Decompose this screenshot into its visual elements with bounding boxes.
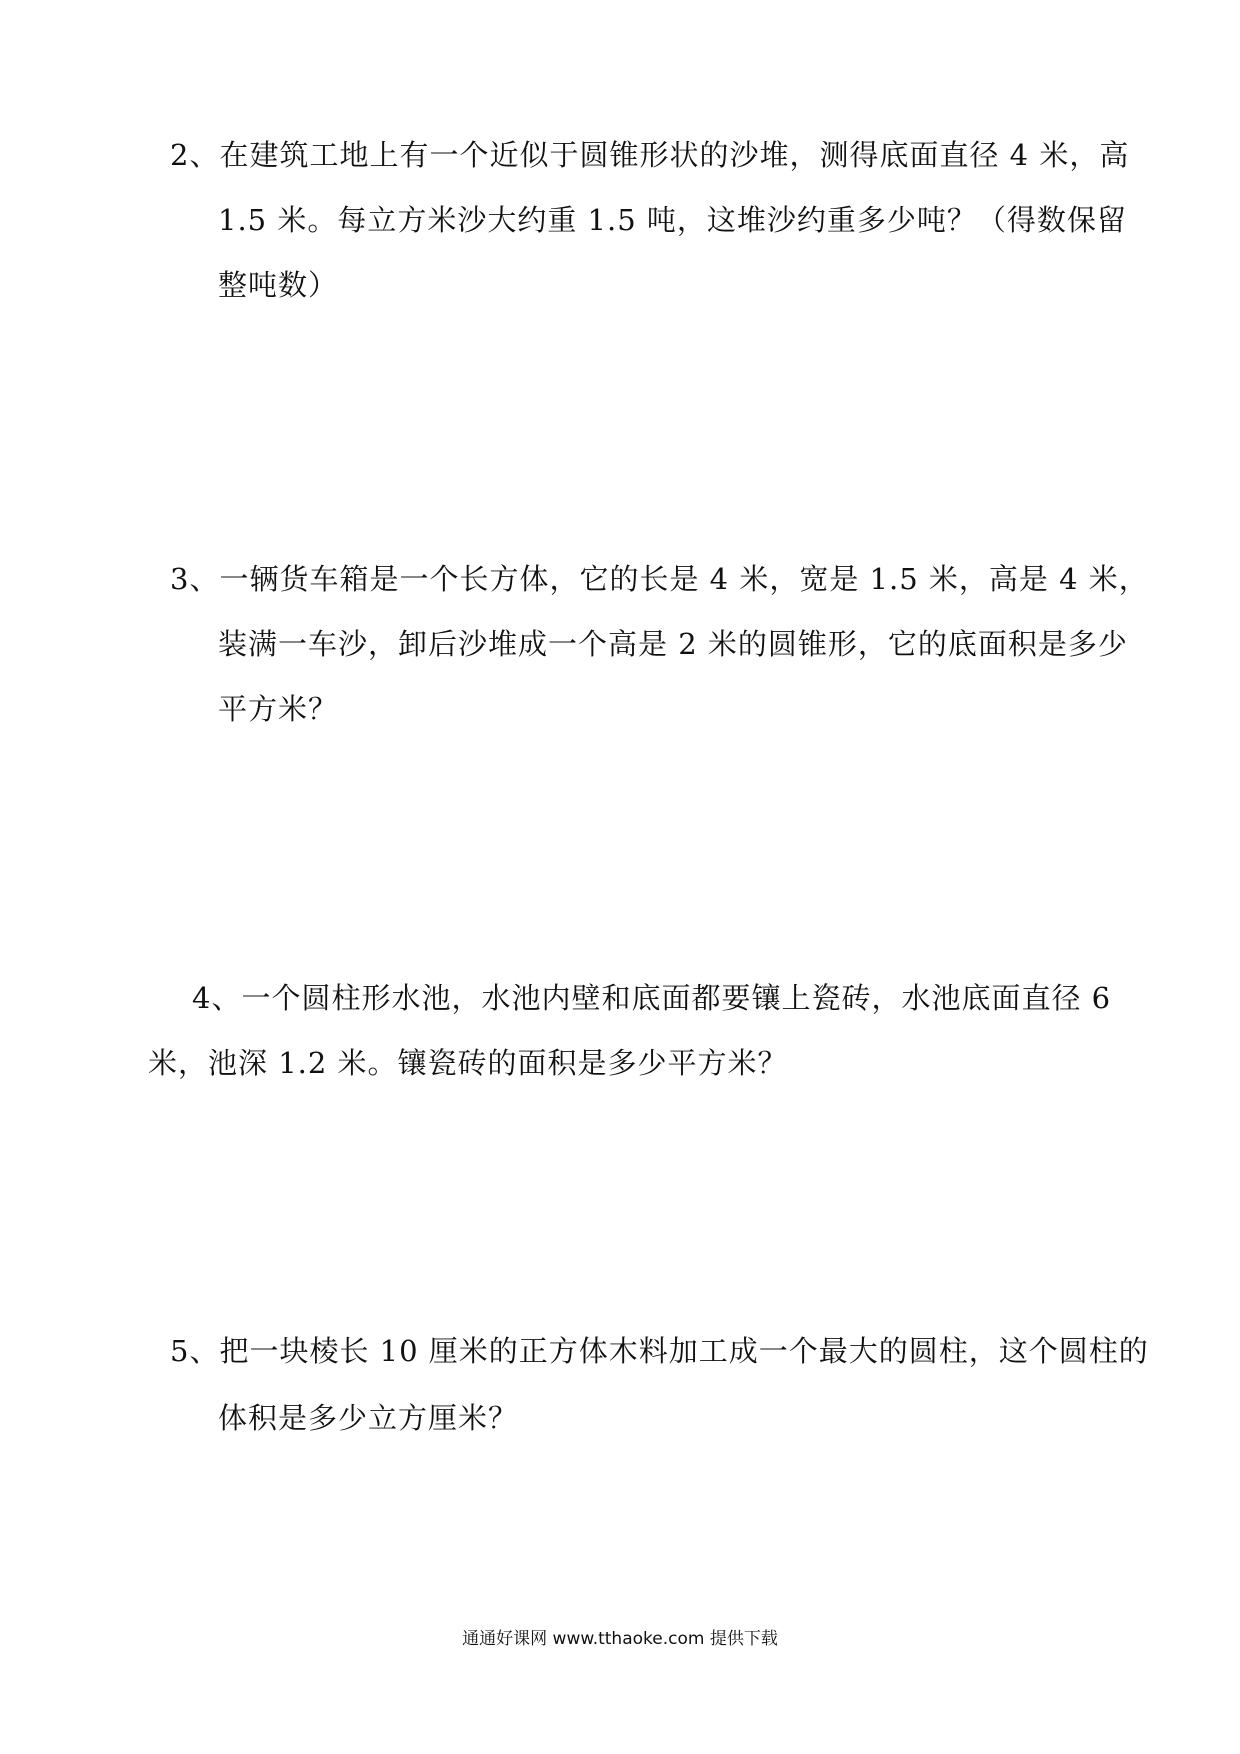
question-line: 平方米？ [218, 692, 339, 726]
question-line: 4、一个圆柱形水池，水池内壁和底面都要镶上瓷砖，水池底面直径 6 [192, 981, 1112, 1015]
question-line: 5、把一块棱长 10 厘米的正方体木料加工成一个最大的圆柱，这个圆柱的 [170, 1334, 1149, 1368]
question-line: 3、一辆货车箱是一个长方体，它的长是 4 米，宽是 1.5 米，高是 4 米， [170, 562, 1149, 596]
question-line: 1.5 米。每立方米沙大约重 1.5 吨，这堆沙约重多少吨？（得数保留 [218, 203, 1127, 237]
question-line: 米，池深 1.2 米。镶瓷砖的面积是多少平方米？ [148, 1046, 788, 1080]
question-line: 装满一车沙，卸后沙堆成一个高是 2 米的圆锥形，它的底面积是多少 [218, 627, 1128, 661]
question-line: 体积是多少立方厘米？ [218, 1401, 519, 1435]
question-line: 整吨数） [218, 268, 339, 302]
question-line: 2、在建筑工地上有一个近似于圆锥形状的沙堆，测得底面直径 4 米，高 [170, 138, 1130, 172]
footer-credit: 通通好课网 www.tthaoke.com 提供下载 [462, 1629, 778, 1649]
